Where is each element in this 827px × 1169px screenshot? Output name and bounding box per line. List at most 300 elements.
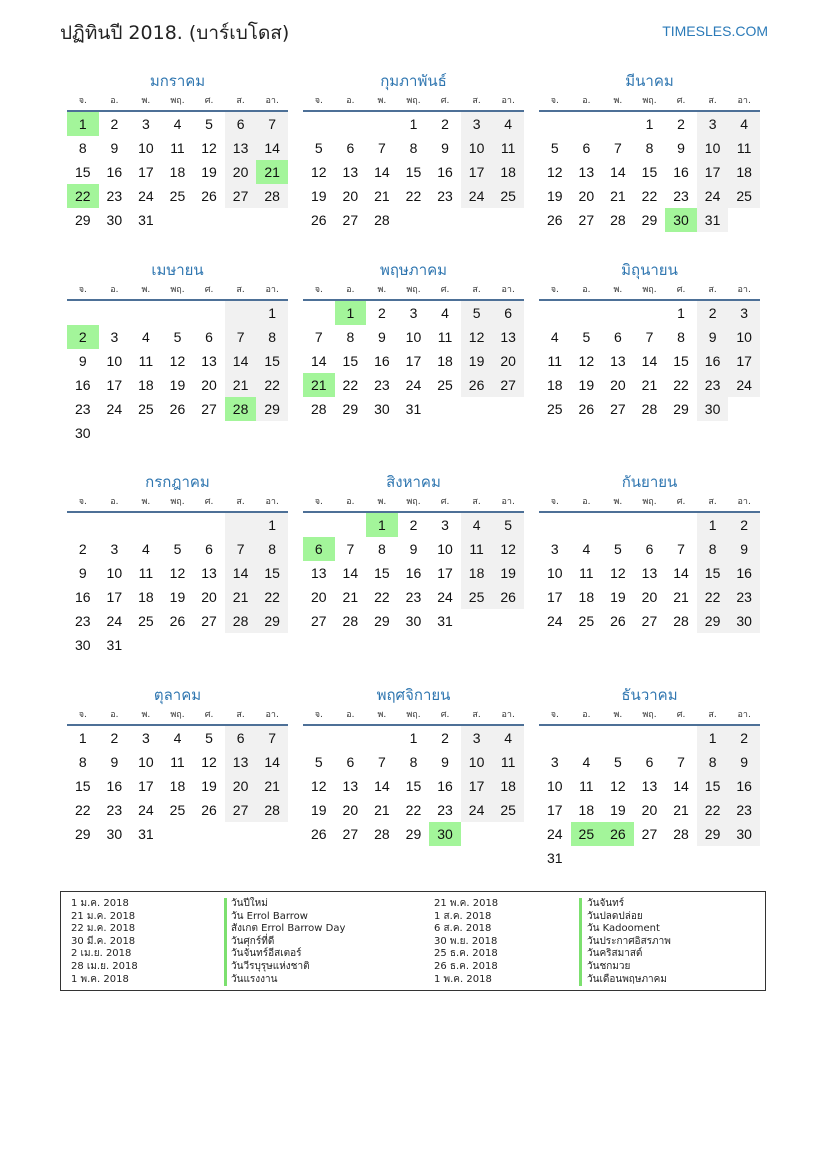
day-cell[interactable]: 4: [582, 754, 591, 770]
day-cell[interactable]: 7: [378, 140, 386, 156]
day-cell[interactable]: 27: [641, 826, 658, 842]
day-cell[interactable]: 2: [110, 116, 119, 132]
day-cell[interactable]: 11: [138, 565, 154, 581]
day-cell[interactable]: 13: [342, 164, 359, 180]
day-cell[interactable]: 14: [342, 565, 359, 581]
day-cell[interactable]: 28: [374, 826, 390, 842]
day-cell[interactable]: 27: [641, 613, 658, 629]
day-cell[interactable]: 5: [550, 140, 559, 156]
day-cell[interactable]: 1: [697, 726, 729, 750]
day-cell[interactable]: 12: [610, 565, 626, 581]
day-cell[interactable]: 24: [546, 613, 563, 629]
day-cell[interactable]: 15: [74, 164, 91, 180]
day-cell[interactable]: 20: [342, 802, 359, 818]
day-cell[interactable]: 9: [677, 140, 685, 156]
day-cell[interactable]: 30: [374, 401, 390, 417]
day-cell[interactable]: 9: [728, 537, 760, 561]
day-cell[interactable]: 5: [173, 329, 182, 345]
day-cell[interactable]: 7: [614, 140, 622, 156]
day-cell[interactable]: 16: [728, 774, 760, 798]
day-cell[interactable]: 23: [405, 589, 422, 605]
day-cell[interactable]: 10: [697, 136, 729, 160]
day-cell[interactable]: 1: [78, 730, 87, 746]
day-cell[interactable]: 14: [374, 164, 390, 180]
day-cell[interactable]: 11: [492, 136, 524, 160]
day-cell[interactable]: 3: [110, 329, 119, 345]
day-cell[interactable]: 15: [342, 353, 359, 369]
day-cell[interactable]: 27: [342, 826, 359, 842]
day-cell[interactable]: 9: [78, 353, 87, 369]
day-cell[interactable]: 9: [697, 325, 729, 349]
day-cell[interactable]: 9: [110, 754, 119, 770]
day-cell[interactable]: 2: [728, 726, 760, 750]
day-cell[interactable]: 20: [641, 802, 658, 818]
day-cell[interactable]: 26: [310, 826, 327, 842]
day-cell[interactable]: 24: [106, 613, 123, 629]
day-cell[interactable]: 4: [441, 305, 449, 321]
day-cell[interactable]: 26: [610, 613, 626, 629]
day-cell[interactable]: 23: [437, 802, 453, 818]
day-cell[interactable]: 8: [697, 537, 729, 561]
day-cell[interactable]: 12: [578, 353, 595, 369]
day-cell[interactable]: 25: [461, 585, 493, 609]
day-cell[interactable]: 26: [602, 822, 634, 846]
day-cell[interactable]: 28: [673, 826, 689, 842]
day-cell[interactable]: 14: [641, 353, 658, 369]
day-cell[interactable]: 21: [225, 585, 257, 609]
day-cell[interactable]: 11: [437, 329, 453, 345]
day-cell[interactable]: 19: [610, 802, 626, 818]
day-cell[interactable]: 18: [138, 589, 154, 605]
day-cell[interactable]: 22: [374, 589, 390, 605]
day-cell[interactable]: 24: [728, 373, 760, 397]
day-cell[interactable]: 12: [169, 353, 186, 369]
day-cell[interactable]: 18: [546, 377, 563, 393]
day-cell[interactable]: 14: [673, 778, 689, 794]
day-cell[interactable]: 9: [728, 750, 760, 774]
day-cell[interactable]: 25: [578, 613, 595, 629]
day-cell[interactable]: 13: [201, 565, 217, 581]
day-cell[interactable]: 2: [67, 325, 99, 349]
day-cell[interactable]: 5: [314, 140, 323, 156]
day-cell[interactable]: 11: [492, 750, 524, 774]
day-cell[interactable]: 4: [492, 726, 524, 750]
day-cell[interactable]: 30: [74, 425, 91, 441]
day-cell[interactable]: 13: [225, 750, 257, 774]
day-cell[interactable]: 1: [67, 112, 99, 136]
day-cell[interactable]: 12: [310, 164, 327, 180]
day-cell[interactable]: 17: [437, 565, 453, 581]
day-cell[interactable]: 14: [225, 561, 257, 585]
day-cell[interactable]: 31: [138, 212, 154, 228]
day-cell[interactable]: 6: [582, 140, 591, 156]
day-cell[interactable]: 8: [677, 329, 685, 345]
day-cell[interactable]: 23: [728, 585, 760, 609]
day-cell[interactable]: 7: [677, 541, 685, 557]
day-cell[interactable]: 8: [378, 541, 386, 557]
day-cell[interactable]: 13: [342, 778, 359, 794]
day-cell[interactable]: 21: [256, 774, 288, 798]
day-cell[interactable]: 30: [728, 822, 760, 846]
day-cell[interactable]: 21: [225, 373, 257, 397]
day-cell[interactable]: 21: [610, 188, 626, 204]
day-cell[interactable]: 22: [697, 585, 729, 609]
day-cell[interactable]: 15: [697, 561, 729, 585]
day-cell[interactable]: 1: [335, 301, 367, 325]
day-cell[interactable]: 29: [256, 397, 288, 421]
day-cell[interactable]: 26: [492, 585, 524, 609]
day-cell[interactable]: 16: [374, 353, 390, 369]
day-cell[interactable]: 18: [578, 589, 595, 605]
day-cell[interactable]: 29: [673, 401, 689, 417]
day-cell[interactable]: 10: [106, 565, 123, 581]
day-cell[interactable]: 11: [461, 537, 493, 561]
day-cell[interactable]: 21: [673, 589, 689, 605]
day-cell[interactable]: 27: [610, 401, 626, 417]
day-cell[interactable]: 15: [74, 778, 91, 794]
day-cell[interactable]: 12: [546, 164, 563, 180]
day-cell[interactable]: 18: [492, 160, 524, 184]
day-cell[interactable]: 29: [74, 212, 91, 228]
day-cell[interactable]: 19: [546, 188, 563, 204]
day-cell[interactable]: 17: [546, 802, 563, 818]
day-cell[interactable]: 18: [728, 160, 760, 184]
day-cell[interactable]: 3: [461, 112, 493, 136]
day-cell[interactable]: 8: [409, 140, 418, 156]
day-cell[interactable]: 2: [677, 116, 685, 132]
day-cell[interactable]: 17: [697, 160, 729, 184]
day-cell[interactable]: 30: [405, 613, 422, 629]
day-cell[interactable]: 5: [492, 513, 524, 537]
day-cell[interactable]: 7: [225, 325, 257, 349]
day-cell[interactable]: 9: [378, 329, 386, 345]
day-cell[interactable]: 27: [492, 373, 524, 397]
day-cell[interactable]: 1: [697, 513, 729, 537]
day-cell[interactable]: 17: [106, 377, 123, 393]
day-cell[interactable]: 19: [169, 589, 186, 605]
day-cell[interactable]: 30: [665, 208, 697, 232]
day-cell[interactable]: 21: [374, 188, 390, 204]
day-cell[interactable]: 18: [169, 778, 186, 794]
day-cell[interactable]: 27: [225, 184, 257, 208]
day-cell[interactable]: 17: [138, 164, 154, 180]
day-cell[interactable]: 5: [614, 541, 622, 557]
day-cell[interactable]: 12: [610, 778, 626, 794]
day-cell[interactable]: 14: [310, 353, 327, 369]
day-cell[interactable]: 23: [106, 802, 123, 818]
day-cell[interactable]: 31: [437, 613, 453, 629]
day-cell[interactable]: 13: [578, 164, 595, 180]
day-cell[interactable]: 14: [256, 750, 288, 774]
day-cell[interactable]: 5: [205, 116, 213, 132]
day-cell[interactable]: 20: [225, 774, 257, 798]
day-cell[interactable]: 11: [728, 136, 760, 160]
day-cell[interactable]: 31: [405, 401, 422, 417]
day-cell[interactable]: 31: [697, 208, 729, 232]
day-cell[interactable]: 16: [74, 589, 91, 605]
day-cell[interactable]: 26: [169, 401, 186, 417]
day-cell[interactable]: 22: [256, 373, 288, 397]
day-cell[interactable]: 24: [697, 184, 729, 208]
day-cell[interactable]: 27: [342, 212, 359, 228]
brand-link[interactable]: TIMESLES.COM: [662, 23, 768, 39]
day-cell[interactable]: 23: [106, 188, 123, 204]
day-cell[interactable]: 14: [225, 349, 257, 373]
day-cell[interactable]: 15: [673, 353, 689, 369]
day-cell[interactable]: 1: [256, 513, 288, 537]
day-cell[interactable]: 7: [378, 754, 386, 770]
day-cell[interactable]: 14: [256, 136, 288, 160]
day-cell[interactable]: 16: [106, 778, 123, 794]
day-cell[interactable]: 15: [256, 561, 288, 585]
day-cell[interactable]: 17: [138, 778, 154, 794]
day-cell[interactable]: 4: [582, 541, 591, 557]
day-cell[interactable]: 9: [441, 140, 449, 156]
day-cell[interactable]: 7: [256, 726, 288, 750]
day-cell[interactable]: 19: [201, 778, 217, 794]
day-cell[interactable]: 8: [346, 329, 355, 345]
day-cell[interactable]: 8: [409, 754, 418, 770]
day-cell[interactable]: 7: [346, 541, 355, 557]
day-cell[interactable]: 19: [169, 377, 186, 393]
day-cell[interactable]: 10: [138, 754, 154, 770]
day-cell[interactable]: 11: [170, 754, 185, 770]
day-cell[interactable]: 30: [106, 826, 123, 842]
day-cell[interactable]: 21: [342, 589, 359, 605]
day-cell[interactable]: 2: [697, 301, 729, 325]
day-cell[interactable]: 28: [610, 212, 626, 228]
day-cell[interactable]: 28: [225, 609, 257, 633]
day-cell[interactable]: 20: [201, 589, 217, 605]
day-cell[interactable]: 22: [67, 184, 99, 208]
day-cell[interactable]: 16: [728, 561, 760, 585]
day-cell[interactable]: 24: [138, 802, 154, 818]
day-cell[interactable]: 10: [106, 353, 123, 369]
day-cell[interactable]: 2: [441, 730, 449, 746]
day-cell[interactable]: 26: [546, 212, 563, 228]
day-cell[interactable]: 12: [201, 140, 217, 156]
day-cell[interactable]: 21: [303, 373, 335, 397]
day-cell[interactable]: 25: [437, 377, 453, 393]
day-cell[interactable]: 10: [461, 750, 493, 774]
day-cell[interactable]: 5: [461, 301, 493, 325]
day-cell[interactable]: 3: [142, 730, 150, 746]
day-cell[interactable]: 13: [641, 565, 658, 581]
day-cell[interactable]: 21: [256, 160, 288, 184]
day-cell[interactable]: 14: [374, 778, 390, 794]
day-cell[interactable]: 22: [342, 377, 359, 393]
day-cell[interactable]: 11: [138, 353, 154, 369]
day-cell[interactable]: 19: [201, 164, 217, 180]
day-cell[interactable]: 31: [106, 637, 123, 653]
day-cell[interactable]: 18: [461, 561, 493, 585]
day-cell[interactable]: 7: [225, 537, 257, 561]
day-cell[interactable]: 8: [697, 750, 729, 774]
day-cell[interactable]: 23: [697, 373, 729, 397]
day-cell[interactable]: 13: [201, 353, 217, 369]
day-cell[interactable]: 27: [578, 212, 595, 228]
day-cell[interactable]: 30: [74, 637, 91, 653]
day-cell[interactable]: 11: [579, 778, 594, 794]
day-cell[interactable]: 9: [409, 541, 418, 557]
day-cell[interactable]: 7: [645, 329, 654, 345]
day-cell[interactable]: 6: [645, 754, 654, 770]
day-cell[interactable]: 28: [641, 401, 658, 417]
day-cell[interactable]: 20: [201, 377, 217, 393]
day-cell[interactable]: 10: [546, 778, 563, 794]
day-cell[interactable]: 17: [461, 774, 493, 798]
day-cell[interactable]: 20: [641, 589, 658, 605]
day-cell[interactable]: 6: [346, 754, 355, 770]
day-cell[interactable]: 23: [74, 401, 91, 417]
day-cell[interactable]: 29: [256, 609, 288, 633]
day-cell[interactable]: 9: [78, 565, 87, 581]
day-cell[interactable]: 11: [547, 353, 563, 369]
day-cell[interactable]: 5: [314, 754, 323, 770]
day-cell[interactable]: 27: [225, 798, 257, 822]
day-cell[interactable]: 8: [256, 537, 288, 561]
day-cell[interactable]: 22: [74, 802, 91, 818]
day-cell[interactable]: 23: [673, 188, 689, 204]
day-cell[interactable]: 28: [225, 397, 257, 421]
day-cell[interactable]: 18: [578, 802, 595, 818]
day-cell[interactable]: 24: [106, 401, 123, 417]
day-cell[interactable]: 27: [201, 401, 217, 417]
day-cell[interactable]: 22: [641, 188, 658, 204]
day-cell[interactable]: 20: [225, 160, 257, 184]
day-cell[interactable]: 8: [78, 754, 87, 770]
day-cell[interactable]: 13: [225, 136, 257, 160]
day-cell[interactable]: 16: [106, 164, 123, 180]
day-cell[interactable]: 4: [728, 112, 760, 136]
day-cell[interactable]: 15: [405, 778, 422, 794]
day-cell[interactable]: 8: [256, 325, 288, 349]
day-cell[interactable]: 16: [405, 565, 422, 581]
day-cell[interactable]: 4: [173, 730, 182, 746]
day-cell[interactable]: 26: [201, 188, 217, 204]
day-cell[interactable]: 13: [310, 565, 327, 581]
day-cell[interactable]: 18: [437, 353, 453, 369]
day-cell[interactable]: 21: [641, 377, 658, 393]
day-cell[interactable]: 22: [256, 585, 288, 609]
day-cell[interactable]: 6: [346, 140, 355, 156]
day-cell[interactable]: 17: [461, 160, 493, 184]
day-cell[interactable]: 20: [342, 188, 359, 204]
day-cell[interactable]: 27: [201, 613, 217, 629]
day-cell[interactable]: 1: [409, 116, 418, 132]
day-cell[interactable]: 21: [673, 802, 689, 818]
day-cell[interactable]: 12: [169, 565, 186, 581]
day-cell[interactable]: 4: [142, 541, 150, 557]
day-cell[interactable]: 28: [673, 613, 689, 629]
day-cell[interactable]: 2: [441, 116, 449, 132]
day-cell[interactable]: 15: [374, 565, 390, 581]
day-cell[interactable]: 22: [697, 798, 729, 822]
day-cell[interactable]: 30: [429, 822, 461, 846]
day-cell[interactable]: 15: [641, 164, 658, 180]
day-cell[interactable]: 1: [645, 116, 654, 132]
day-cell[interactable]: 11: [170, 140, 185, 156]
day-cell[interactable]: 3: [142, 116, 150, 132]
day-cell[interactable]: 3: [409, 305, 418, 321]
day-cell[interactable]: 25: [728, 184, 760, 208]
day-cell[interactable]: 28: [374, 212, 390, 228]
day-cell[interactable]: 28: [310, 401, 327, 417]
day-cell[interactable]: 5: [205, 730, 213, 746]
day-cell[interactable]: 15: [405, 164, 422, 180]
day-cell[interactable]: 22: [673, 377, 689, 393]
day-cell[interactable]: 15: [697, 774, 729, 798]
day-cell[interactable]: 12: [310, 778, 327, 794]
day-cell[interactable]: 29: [374, 613, 390, 629]
day-cell[interactable]: 24: [138, 188, 154, 204]
day-cell[interactable]: 21: [374, 802, 390, 818]
day-cell[interactable]: 27: [310, 613, 327, 629]
day-cell[interactable]: 7: [314, 329, 323, 345]
day-cell[interactable]: 2: [78, 541, 87, 557]
day-cell[interactable]: 5: [582, 329, 591, 345]
day-cell[interactable]: 23: [728, 798, 760, 822]
day-cell[interactable]: 3: [550, 754, 559, 770]
day-cell[interactable]: 10: [461, 136, 493, 160]
day-cell[interactable]: 19: [310, 802, 327, 818]
day-cell[interactable]: 19: [610, 589, 626, 605]
day-cell[interactable]: 26: [578, 401, 595, 417]
day-cell[interactable]: 29: [697, 609, 729, 633]
day-cell[interactable]: 24: [461, 184, 493, 208]
day-cell[interactable]: 24: [461, 798, 493, 822]
day-cell[interactable]: 20: [610, 377, 626, 393]
day-cell[interactable]: 19: [310, 188, 327, 204]
day-cell[interactable]: 10: [405, 329, 422, 345]
day-cell[interactable]: 26: [169, 613, 186, 629]
day-cell[interactable]: 24: [546, 826, 563, 842]
day-cell[interactable]: 6: [205, 329, 213, 345]
day-cell[interactable]: 19: [461, 349, 493, 373]
day-cell[interactable]: 1: [409, 730, 418, 746]
day-cell[interactable]: 18: [169, 164, 186, 180]
day-cell[interactable]: 14: [610, 164, 626, 180]
day-cell[interactable]: 3: [550, 541, 559, 557]
day-cell[interactable]: 29: [74, 826, 91, 842]
day-cell[interactable]: 10: [546, 565, 563, 581]
day-cell[interactable]: 18: [492, 774, 524, 798]
day-cell[interactable]: 25: [169, 188, 186, 204]
day-cell[interactable]: 13: [492, 325, 524, 349]
day-cell[interactable]: 4: [550, 329, 559, 345]
day-cell[interactable]: 3: [697, 112, 729, 136]
day-cell[interactable]: 1: [677, 305, 685, 321]
day-cell[interactable]: 6: [225, 112, 257, 136]
day-cell[interactable]: 31: [546, 850, 563, 866]
day-cell[interactable]: 4: [461, 513, 493, 537]
day-cell[interactable]: 3: [110, 541, 119, 557]
day-cell[interactable]: 9: [110, 140, 119, 156]
day-cell[interactable]: 14: [673, 565, 689, 581]
day-cell[interactable]: 1: [366, 513, 398, 537]
day-cell[interactable]: 17: [405, 353, 422, 369]
day-cell[interactable]: 31: [138, 826, 154, 842]
day-cell[interactable]: 2: [728, 513, 760, 537]
day-cell[interactable]: 6: [614, 329, 622, 345]
day-cell[interactable]: 7: [677, 754, 685, 770]
day-cell[interactable]: 16: [437, 778, 453, 794]
day-cell[interactable]: 7: [256, 112, 288, 136]
day-cell[interactable]: 3: [441, 517, 449, 533]
day-cell[interactable]: 29: [697, 822, 729, 846]
day-cell[interactable]: 11: [579, 565, 594, 581]
day-cell[interactable]: 17: [546, 589, 563, 605]
